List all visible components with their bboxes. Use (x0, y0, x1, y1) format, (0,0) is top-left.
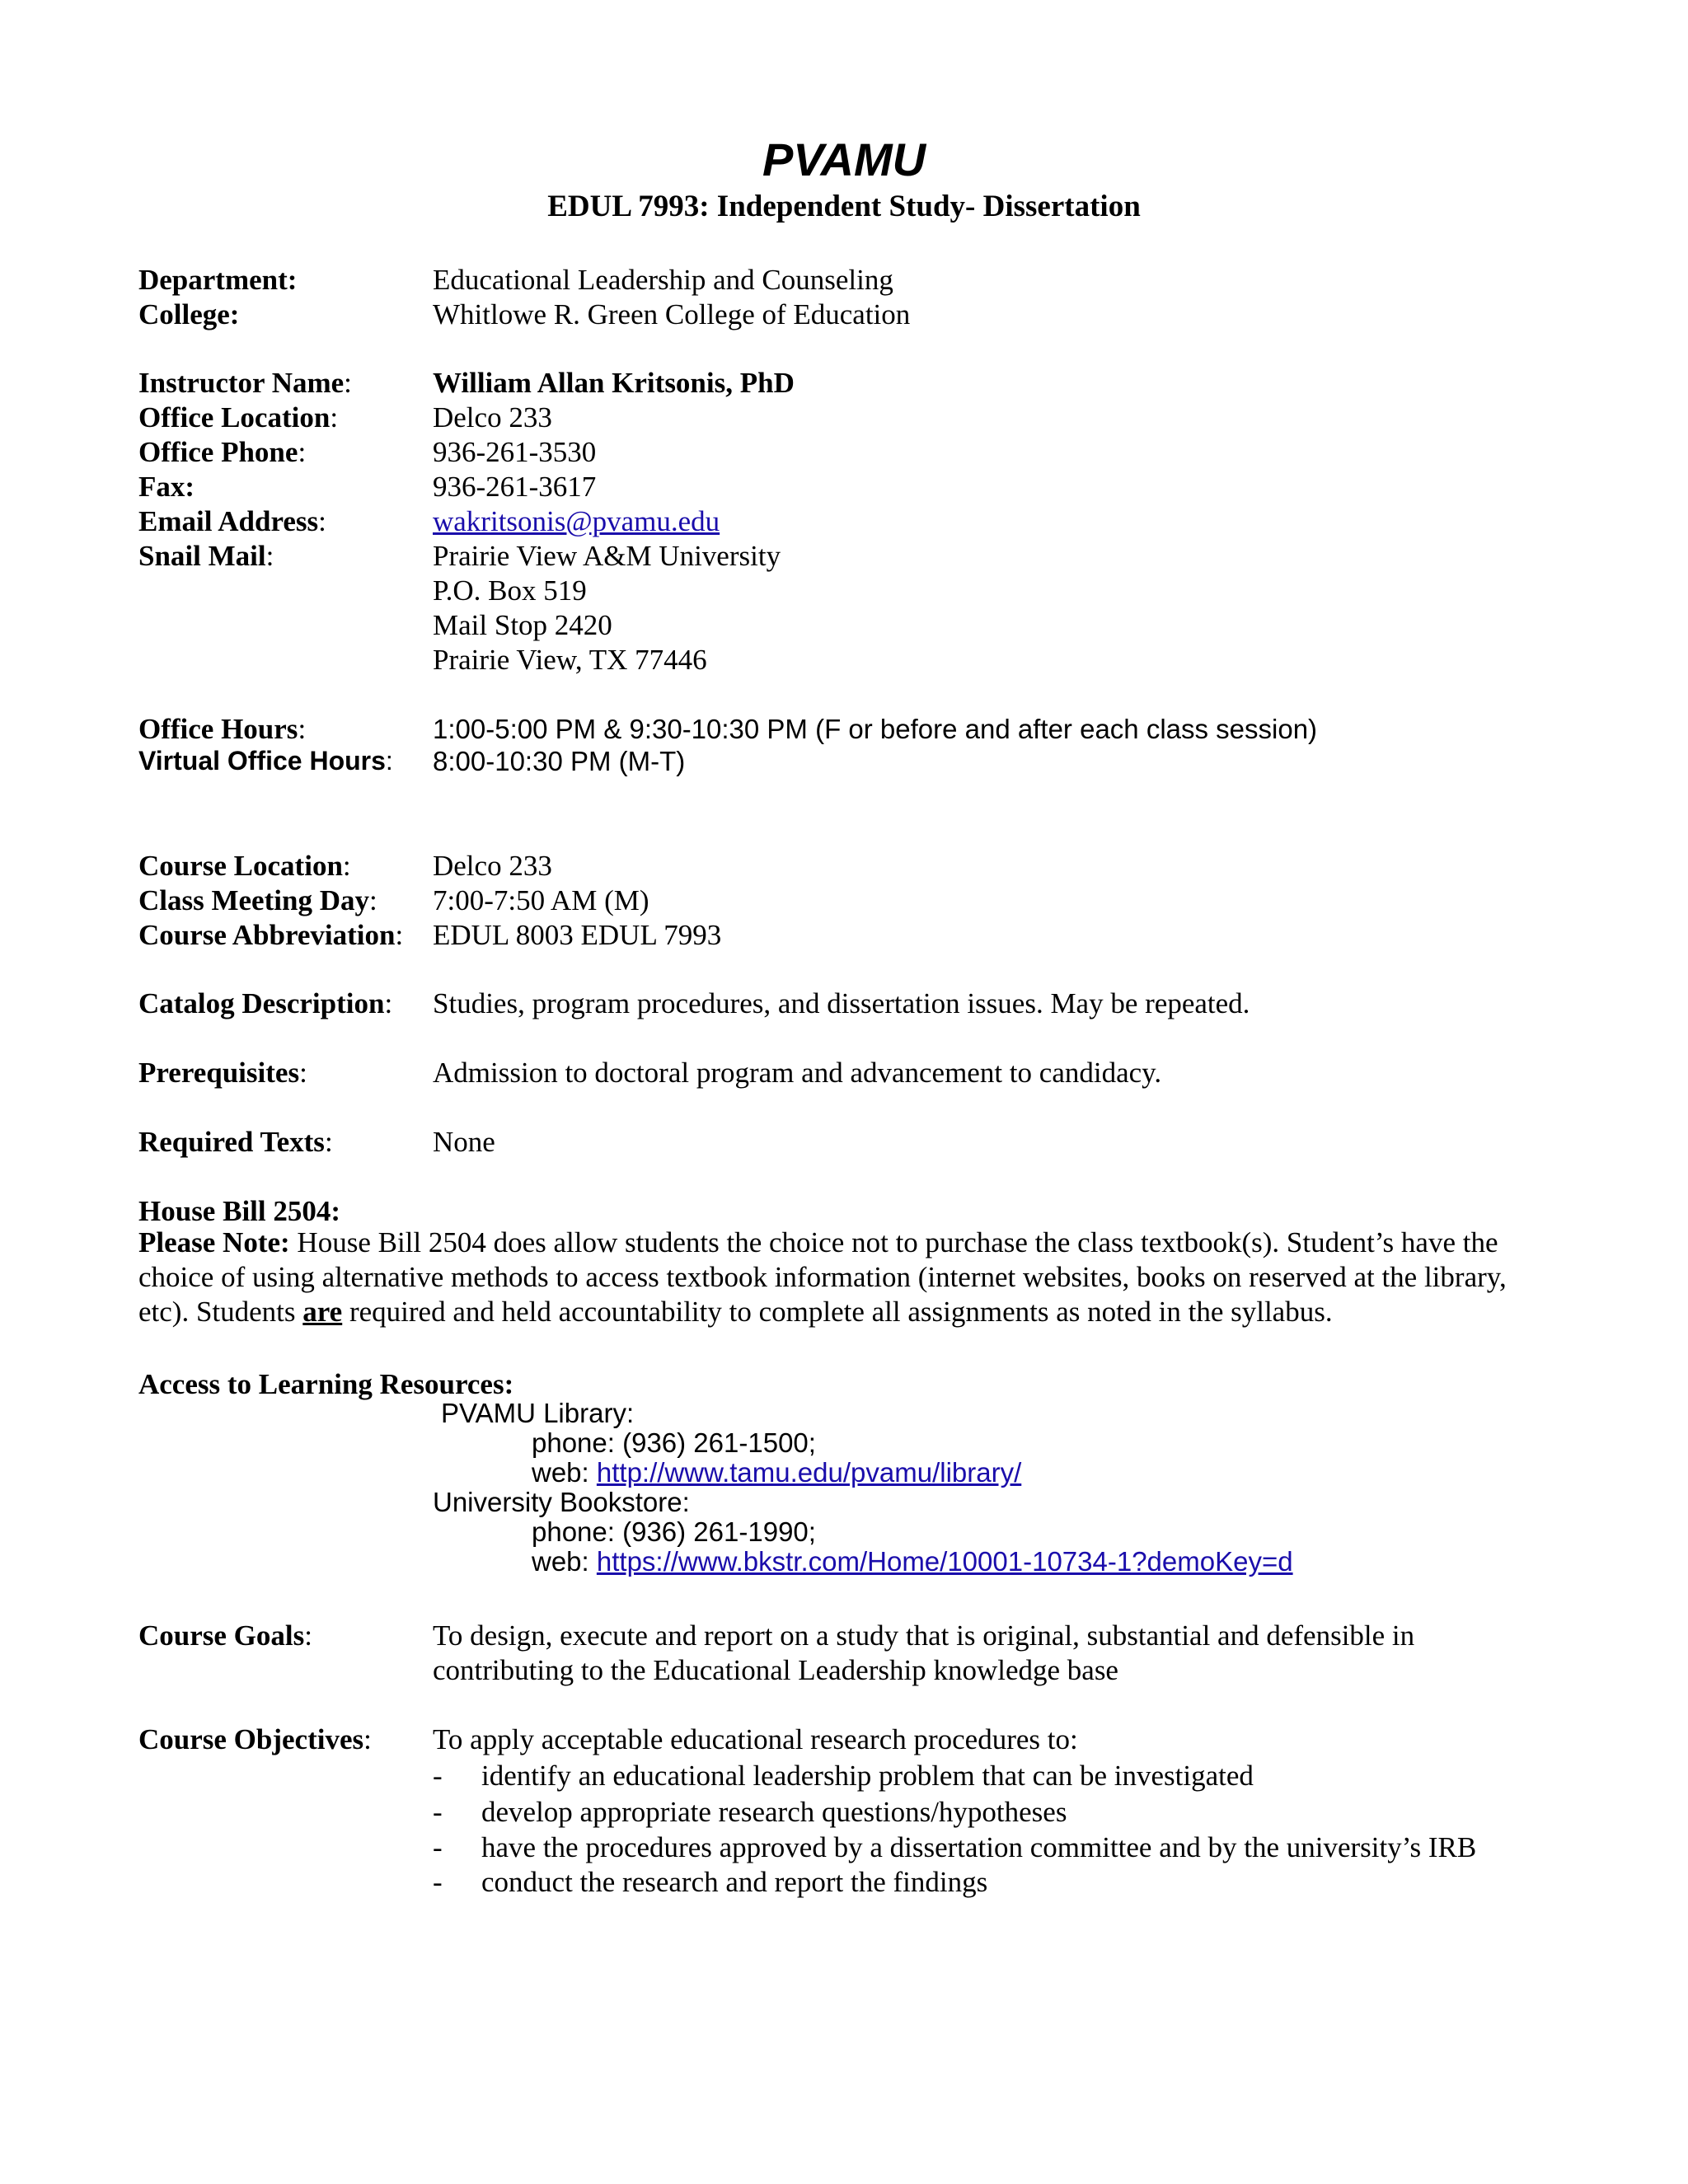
instructor-name-value: William Allan Kritsonis, PhD (433, 367, 795, 399)
office-location-value: Delco 233 (433, 401, 552, 434)
goals-label: Course Goals: (138, 1619, 312, 1652)
fax-value: 936-261-3617 (433, 471, 597, 503)
catalog-value: Studies, program procedures, and dissertation issues. May be repeated. (433, 987, 1250, 1019)
objective-item-1: identify an educational leadership problem that can be investigated (481, 1760, 1254, 1792)
mail-line-4: Prairie View, TX 77446 (433, 644, 707, 676)
course-location-value: Delco 233 (433, 850, 552, 882)
college-label: College: (138, 298, 240, 330)
house-bill-paragraph (138, 1226, 1540, 1329)
bookstore-label: University Bookstore: (433, 1487, 690, 1517)
course-location-label: Course Location: (138, 850, 351, 882)
department-label: Department: (138, 264, 298, 296)
objective-bullet: - (433, 1796, 443, 1828)
meeting-day-value: 7:00-7:50 AM (M) (433, 884, 649, 916)
snail-mail-label: Snail Mail: (138, 540, 274, 572)
library-label: PVAMU Library: (441, 1398, 635, 1428)
library-phone: phone: (936) 261-1500; (532, 1427, 816, 1458)
fax-label: Fax: (138, 471, 195, 503)
office-phone-label: Office Phone: (138, 436, 307, 468)
meeting-day-label: Class Meeting Day: (138, 884, 377, 916)
house-bill-text-1: House Bill 2504 does allow students the choice not to purchase the class textbook(s). Student’s have the choice of using alternative methods to access textbook information (internet websites, books on reserved at the library, etc). Students (138, 1226, 1507, 1328)
prereq-label: Prerequisites: (138, 1057, 307, 1089)
please-note-label: Please Note: (138, 1226, 290, 1258)
office-hours-label: Office Hours: (138, 713, 307, 745)
office-phone-value: 936-261-3530 (433, 436, 597, 468)
prereq-value: Admission to doctoral program and advancement to candidacy. (433, 1057, 1162, 1089)
objective-item-2: develop appropriate research questions/hypotheses (481, 1796, 1067, 1828)
course-abbrev-value: EDUL 8003 EDUL 7993 (433, 919, 722, 951)
house-bill-emphasis: are (302, 1296, 343, 1328)
virtual-hours-value: 8:00-10:30 PM (M-T) (433, 746, 686, 776)
email-label: Email Address: (138, 505, 326, 537)
bookstore-web-line: web: https://www.bkstr.com/Home/10001-10734-1?demoKey=d (532, 1546, 1293, 1577)
objective-item-3: have the procedures approved by a dissertation committee and by the university’s IRB (481, 1831, 1477, 1863)
bookstore-web-link[interactable]: https://www.bkstr.com/Home/10001-10734-1?demoKey=d (596, 1546, 1293, 1577)
texts-label: Required Texts: (138, 1126, 333, 1158)
office-location-label: Office Location: (138, 401, 339, 434)
objectives-intro: To apply acceptable educational research procedures to: (433, 1723, 1078, 1755)
mail-line-1: Prairie View A&M University (433, 540, 781, 572)
library-web-link[interactable]: http://www.tamu.edu/pvamu/library/ (596, 1457, 1022, 1488)
resources-heading: Access to Learning Resources: (138, 1368, 514, 1400)
objective-bullet: - (433, 1866, 443, 1898)
mail-line-3: Mail Stop 2420 (433, 609, 612, 641)
objective-bullet: - (433, 1760, 443, 1792)
house-bill-heading: House Bill 2504: (138, 1195, 341, 1227)
objectives-label: Course Objectives: (138, 1723, 372, 1755)
department-value: Educational Leadership and Counseling (433, 264, 893, 296)
catalog-label: Catalog Description: (138, 987, 393, 1019)
instructor-name-label: Instructor Name: (138, 367, 352, 399)
college-value: Whitlowe R. Green College of Education (433, 298, 911, 330)
house-bill-text-2: required and held accountability to complete all assignments as noted in the syllabus. (342, 1296, 1333, 1328)
library-web-line: web: http://www.tamu.edu/pvamu/library/ (532, 1457, 1022, 1488)
email-link[interactable]: wakritsonis@pvamu.edu (433, 505, 720, 537)
office-hours-value: 1:00-5:00 PM & 9:30-10:30 PM (F or before and after each class session) (433, 714, 1318, 744)
objective-bullet: - (433, 1831, 443, 1863)
course-abbrev-label: Course Abbreviation: (138, 919, 404, 951)
texts-value: None (433, 1126, 495, 1158)
goals-line-2: contributing to the Educational Leadership knowledge base (433, 1654, 1118, 1686)
course-title: EDUL 7993: Independent Study- Dissertation (547, 190, 1141, 223)
bookstore-phone: phone: (936) 261-1990; (532, 1516, 816, 1547)
mail-line-2: P.O. Box 519 (433, 574, 587, 607)
objective-item-4: conduct the research and report the findings (481, 1866, 988, 1898)
page-title: PVAMU (762, 134, 926, 185)
goals-line-1: To design, execute and report on a study that is original, substantial and defensible in (433, 1619, 1415, 1652)
virtual-hours-label: Virtual Office Hours: (138, 746, 393, 776)
